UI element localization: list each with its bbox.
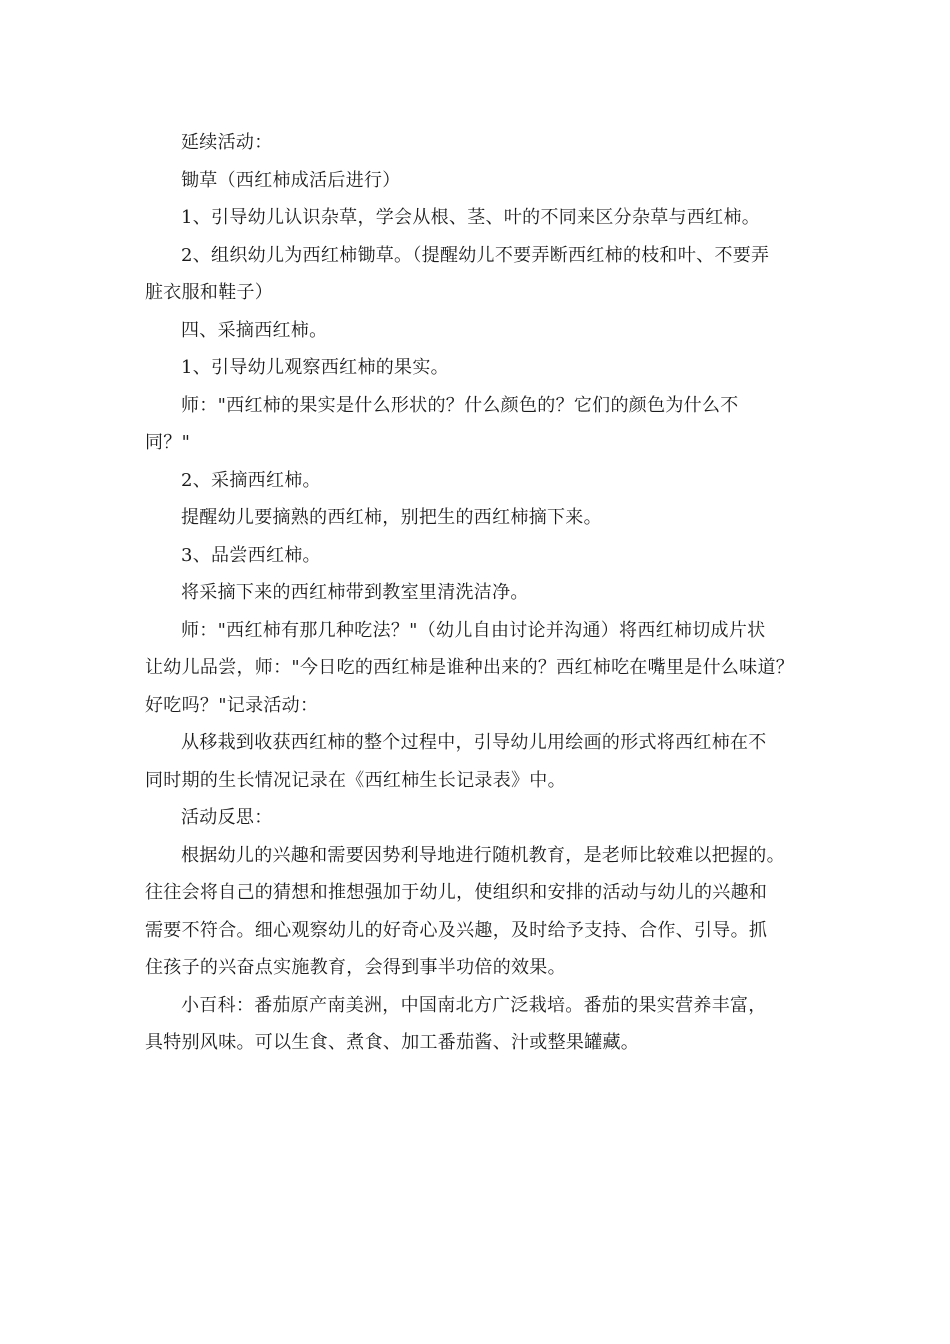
document-body (145, 124, 825, 1062)
text-line: 具特别风味。可以生食、煮食、加工番茄酱、汁或整果罐藏。 (145, 1032, 640, 1053)
text-line: 小百科：番茄原产南美洲，中国南北方广泛栽培。番茄的果实营养丰富， (181, 994, 767, 1016)
text-line: 师："西红柿有那几种吃法？"（幼儿自由讨论并沟通）将西红柿切成片状 (181, 619, 766, 641)
text-line: 让幼儿品尝，师："今日吃的西红柿是谁种出来的？西红柿吃在嘴里是什么味道？ (145, 657, 795, 678)
text-line: 好吃吗？"记录活动： (145, 694, 319, 716)
text-line: 1、引导幼儿观察西红柿的果实。 (181, 357, 449, 378)
text-line: 2、组织幼儿为西红柿锄草。（提醒幼儿不要弄断西红柿的枝和叶、不要弄 (181, 244, 770, 266)
text-line: 锄草（西红柿成活后进行） (181, 169, 401, 191)
text-line: 1、引导幼儿认识杂草，学会从根、茎、叶的不同来区分杂草与西红柿。 (181, 207, 761, 228)
text-line: 住孩子的兴奋点实施教育，会得到事半功倍的效果。 (145, 957, 566, 978)
text-line: 同？" (145, 432, 191, 453)
text-line: 根据幼儿的兴趣和需要因势利导地进行随机教育，是老师比较难以把握的。 (181, 844, 785, 866)
text-line: 往往会将自己的猜想和推想强加于幼儿，使组织和安排的活动与幼儿的兴趣和 (145, 882, 768, 903)
text-line: 2、采摘西红柿。 (181, 469, 321, 491)
text-line: 延续活动： (181, 132, 273, 153)
text-line: 四、采摘西红柿。 (181, 319, 328, 341)
text-line: 同时期的生长情况记录在《西红柿生长记录表》中。 (145, 769, 566, 791)
text-line: 提醒幼儿要摘熟的西红柿，别把生的西红柿摘下来。 (181, 507, 602, 528)
text-line: 需要不符合。细心观察幼儿的好奇心及兴趣，及时给予支持、合作、引导。抓 (145, 919, 768, 941)
text-line: 从移栽到收获西红柿的整个过程中，引导幼儿用绘画的形式将西红柿在不 (181, 732, 767, 753)
text-line: 脏衣服和鞋子） (145, 282, 274, 303)
text-line: 3、品尝西红柿。 (181, 544, 321, 566)
text-line: 将采摘下来的西红柿带到教室里清洗洁净。 (181, 582, 529, 603)
text-line: 活动反思： (181, 807, 273, 828)
text-line: 师："西红柿的果实是什么形状的？什么颜色的？它们的颜色为什么不 (181, 394, 739, 416)
